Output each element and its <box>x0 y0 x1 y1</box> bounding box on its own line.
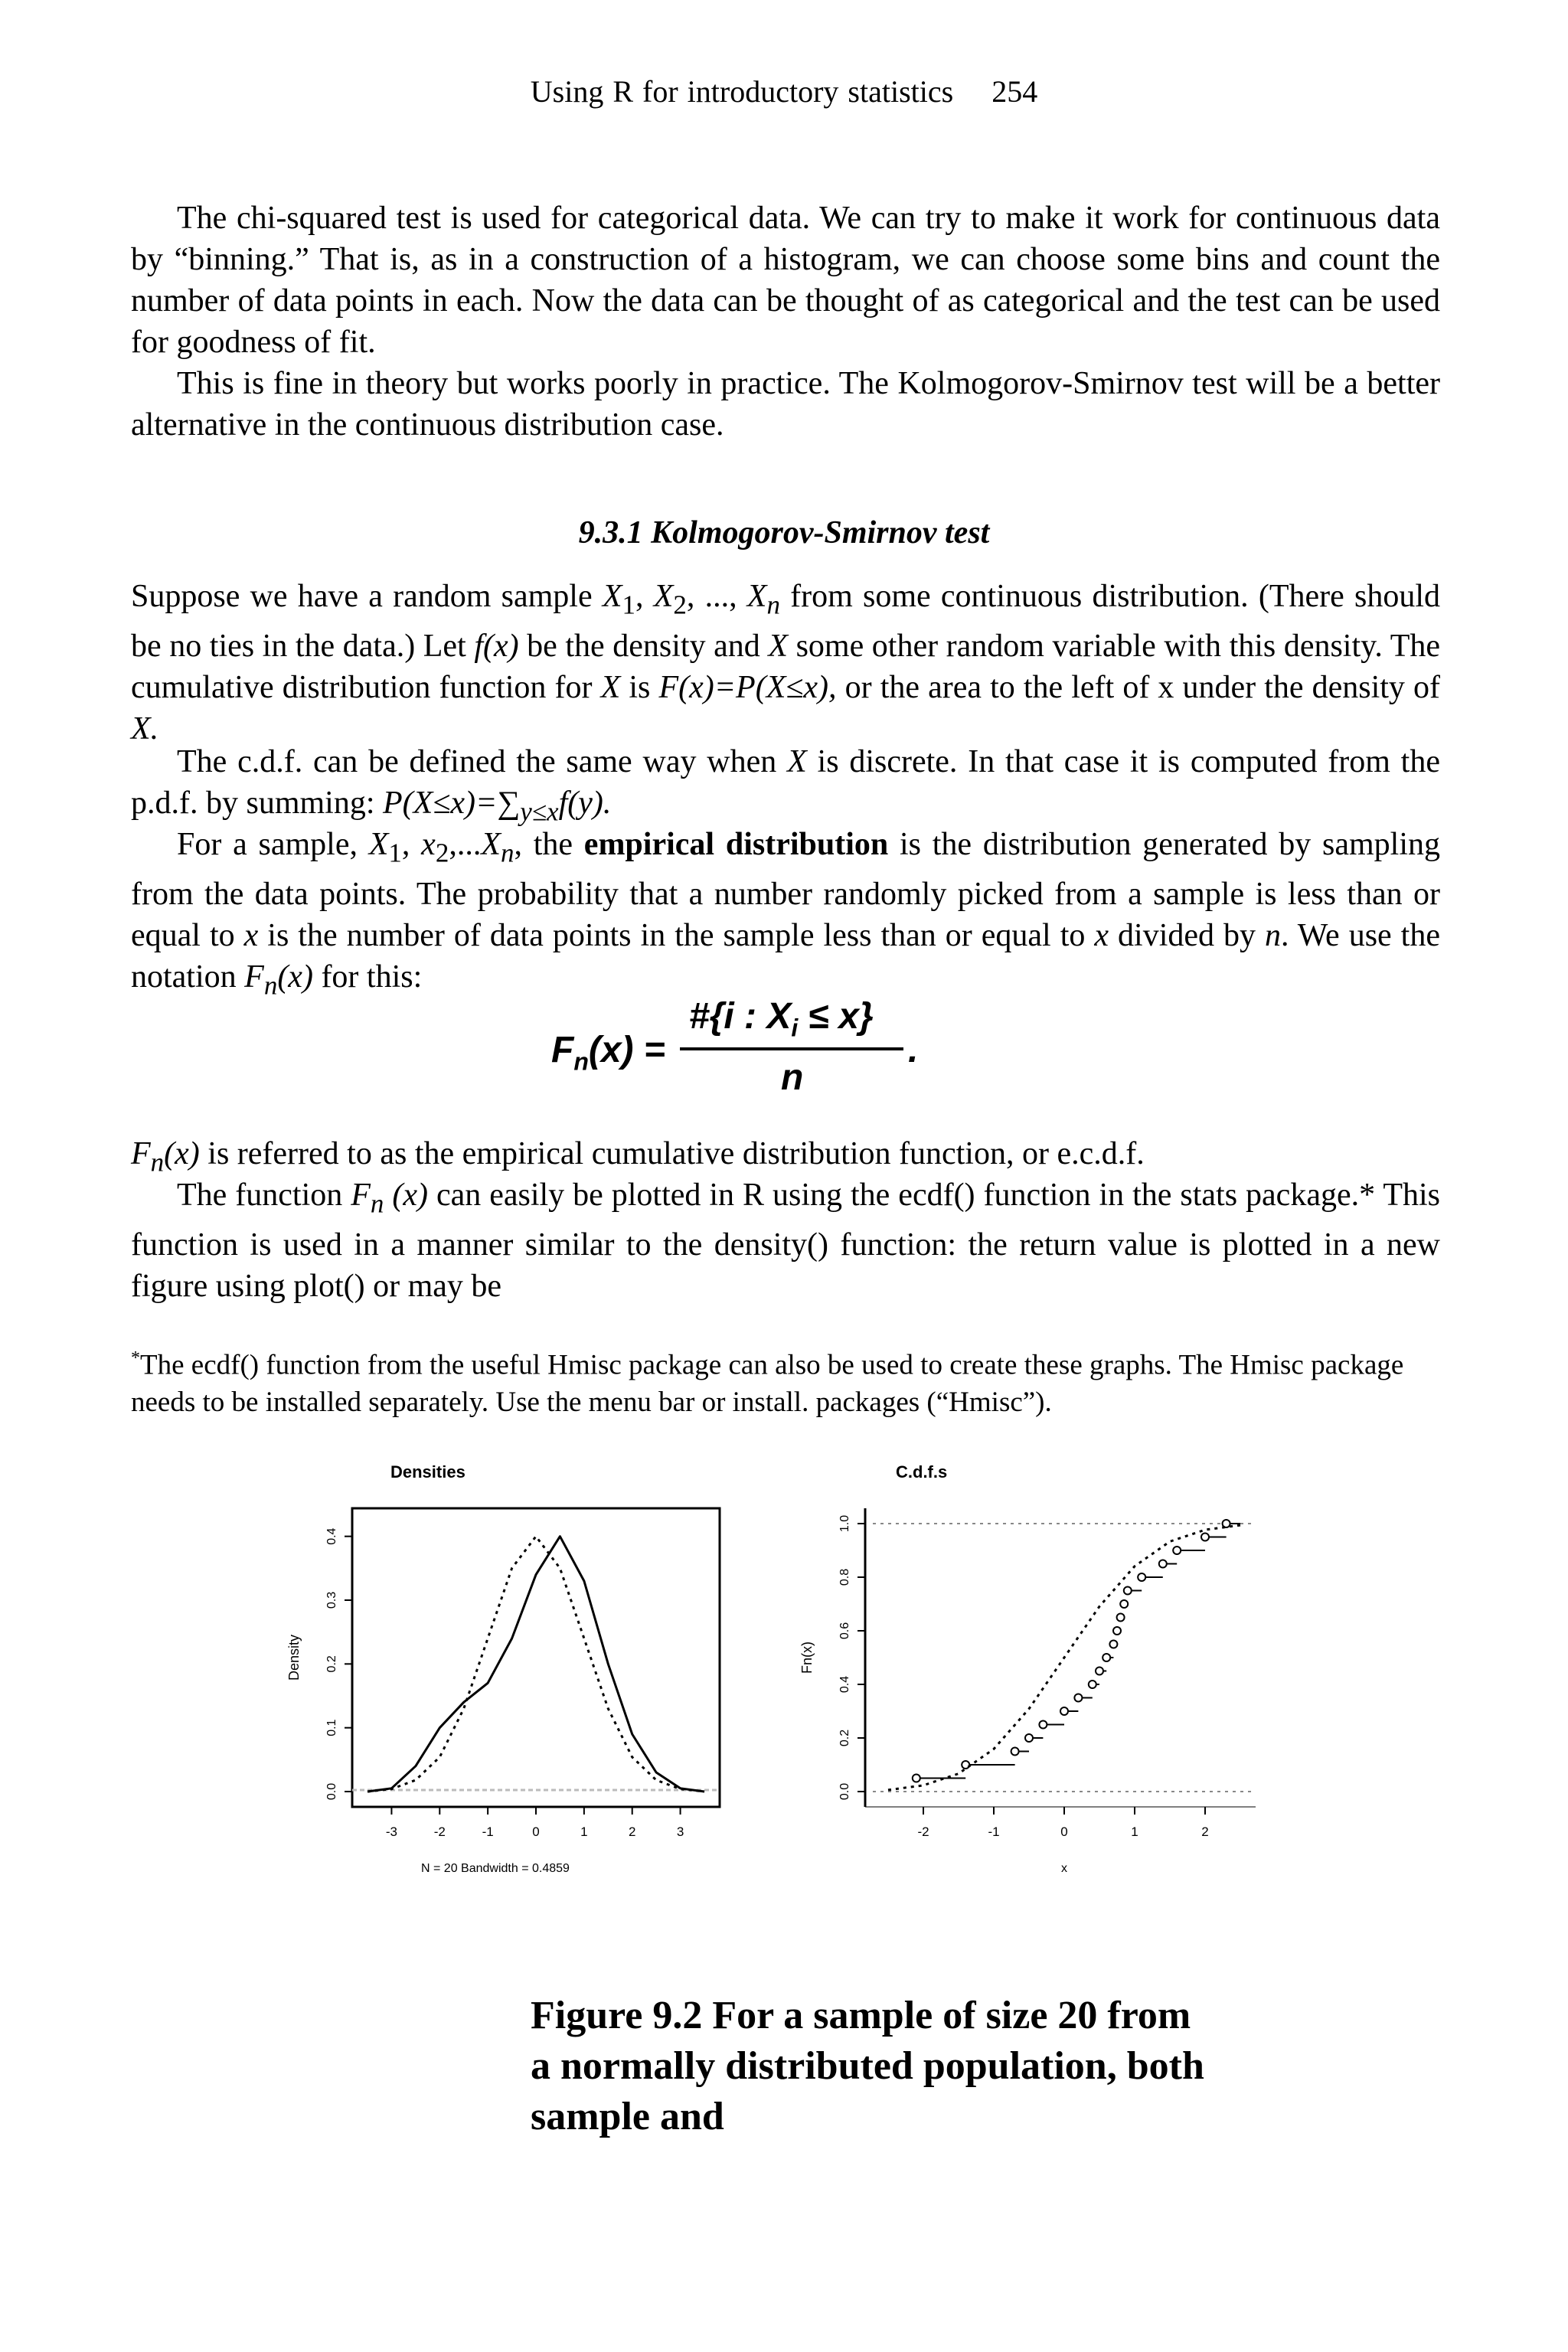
math-sub: 2 <box>673 590 687 620</box>
ecdf-point <box>1089 1681 1096 1688</box>
ecdf-point <box>1113 1627 1121 1635</box>
text-run: The c.d.f. can be defined the same way when <box>177 744 788 779</box>
ecdf-point <box>913 1775 920 1782</box>
figure-9-2 <box>276 1455 1286 1929</box>
x-tick-label: -1 <box>988 1824 1000 1839</box>
math-n: n <box>1265 918 1282 954</box>
ecdf-point <box>1102 1654 1110 1661</box>
x-tick-label: 1 <box>580 1824 588 1839</box>
cdf-title: C.d.f.s <box>896 1462 948 1481</box>
text-run: is discrete. In that case it is computed from the p.d.f. by summing: <box>131 744 1440 821</box>
text-run: some other random variable with this density. The cumulative distribution function for <box>131 629 1441 706</box>
formula-lhs <box>551 1029 665 1076</box>
text-run: For a sample, <box>177 827 369 862</box>
ecdf-point <box>1124 1587 1132 1595</box>
formula-F: F <box>551 1030 574 1070</box>
x-tick-label: 3 <box>676 1824 684 1839</box>
paragraph-ecdf-function <box>131 1174 1440 1307</box>
ecdf-point <box>1096 1668 1103 1675</box>
math-sub: n <box>150 1147 165 1178</box>
math-F: F <box>131 1136 151 1171</box>
formula-num-text: #{i : X <box>689 996 792 1037</box>
x-tick-label: -3 <box>385 1824 397 1839</box>
y-tick-label: 0.4 <box>325 1527 338 1545</box>
x-tick-label: -1 <box>482 1824 494 1839</box>
text-run: , <box>401 827 422 862</box>
ecdf-point <box>1109 1641 1117 1648</box>
y-tick-label: 0.2 <box>325 1655 338 1673</box>
math-sub: 2 <box>435 838 449 868</box>
density-title: Densities <box>390 1462 466 1481</box>
math-Fx: (x) <box>164 1136 200 1171</box>
figure-caption: Figure 9.2 For a sample of size 20 from a normally distributed population, both sample and <box>531 1994 1204 2138</box>
ecdf-point <box>1159 1560 1167 1568</box>
math-X: X <box>768 629 789 665</box>
density-y-ticks <box>325 1527 352 1800</box>
cdf-x-ticks <box>917 1807 1208 1839</box>
text-run: , the <box>514 827 584 862</box>
math-x1: X <box>602 579 622 614</box>
text-run: ,... <box>449 827 482 862</box>
formula-sub: n <box>573 1047 589 1076</box>
x-tick-label: 0 <box>1060 1824 1068 1839</box>
math-X: X <box>600 670 621 706</box>
density-lines <box>368 1537 704 1792</box>
y-tick-label: 0.6 <box>838 1622 851 1640</box>
text-run: , <box>635 579 654 614</box>
math-x1: X <box>368 827 389 862</box>
math-Fx: F(x)=P(X≤x), <box>658 670 837 706</box>
ecdf-point <box>1074 1694 1082 1702</box>
formula-numerator <box>689 995 874 1043</box>
math-sub: n <box>263 970 278 1001</box>
text-run: is the distribution generated by sampling from the data points. The probability that a number randomly picked from a sample is less than or equal to <box>131 827 1440 954</box>
y-tick-label: 0.3 <box>325 1591 338 1609</box>
y-tick-label: 1.0 <box>838 1514 851 1533</box>
paragraph-cdf-discrete <box>131 741 1440 832</box>
ecdf-point <box>1011 1748 1019 1756</box>
dotted-curve <box>888 1525 1240 1790</box>
math-x2: X <box>653 579 674 614</box>
math-x: x <box>243 918 259 954</box>
math-Fx: (x) <box>277 959 313 995</box>
ecdf-point <box>1117 1614 1125 1622</box>
formula-sub: i <box>791 1014 799 1042</box>
ecdf-point <box>1025 1734 1033 1742</box>
text-run: or the area to the left of x under the density of <box>836 670 1441 706</box>
page-number: 254 <box>991 74 1038 109</box>
cdf-lines <box>873 1520 1256 1792</box>
y-tick-label: 0.1 <box>325 1719 338 1736</box>
text-run: , ..., <box>686 579 747 614</box>
math-fx: f(x) <box>474 629 519 665</box>
text-run: The function <box>177 1178 351 1213</box>
text-run: be the density and <box>518 629 769 665</box>
math-xn: X <box>481 827 501 862</box>
math-x2: x <box>421 827 436 862</box>
math-X: X. <box>131 711 159 747</box>
text-run: from some continuous distribution. (There should be no ties in the data.) Let <box>131 579 1440 665</box>
y-tick-label: 0.8 <box>838 1568 851 1586</box>
footnote <box>131 1340 1440 1421</box>
text-run: can easily be plotted in R using the ecdf() function in the stats package.* This function is used in a manner similar to the density() function: the return value is plotted in a new figure using plot() or may be <box>131 1178 1440 1305</box>
ecdf-point <box>962 1761 969 1769</box>
math-xn: X <box>746 579 767 614</box>
header-title: Using R for introductory statistics <box>530 74 954 109</box>
y-tick-label: 0.0 <box>838 1782 851 1801</box>
math-sub: n <box>370 1188 384 1219</box>
cdf-y-label: Fn(x) <box>799 1642 815 1674</box>
text-run: is <box>620 670 659 706</box>
formula-period: . <box>908 1030 919 1070</box>
density-x-ticks <box>386 1807 684 1839</box>
fraction-bar <box>680 1047 903 1050</box>
running-header <box>0 74 1568 109</box>
paragraph-random-sample <box>131 576 1440 750</box>
density-panel <box>286 1462 720 1875</box>
section-heading: 9.3.1 Kolmogorov-Smirnov test <box>578 515 990 550</box>
paragraph-chi-squared: The chi-squared test is used for categorical data. We can try to make it work for continuous data by “binning.” That is, as in a construction of a histogram, we can choose some bins and count the number of data points in each. Now the data can be thought of as categorical and the test can be used for goodness of fit. <box>131 201 1440 360</box>
cdf-y-ticks <box>838 1515 865 1800</box>
math-fy: f(y). <box>558 786 612 821</box>
text-run: is referred to as the empirical cumulative distribution function, or e.c.d.f. <box>199 1136 1145 1171</box>
density-plot-frame <box>352 1508 720 1807</box>
math-sub: n <box>500 838 514 868</box>
ecdf-point <box>1173 1547 1181 1554</box>
y-tick-label: 0.2 <box>838 1729 851 1747</box>
text-run: Suppose we have a random sample <box>131 579 603 614</box>
bold-term: empirical distribution <box>583 827 889 862</box>
x-tick-label: 0 <box>532 1824 540 1839</box>
math-X: X <box>787 744 807 779</box>
formula-num-end: ≤ x} <box>798 996 874 1037</box>
ecdf-point <box>1120 1600 1128 1608</box>
y-tick-label: 0.4 <box>838 1675 851 1694</box>
x-tick-label: -2 <box>917 1824 929 1839</box>
formula-lhs-end: (x) = <box>588 1030 665 1070</box>
math-F: F <box>351 1178 371 1213</box>
math-sub: 1 <box>622 590 635 620</box>
math-sub: 1 <box>388 838 402 868</box>
math-sum: P(X≤x)=∑ <box>383 786 521 821</box>
text-run: for this: <box>312 959 423 995</box>
cdf-x-label: x <box>1061 1862 1067 1875</box>
ecdf-point <box>1039 1721 1047 1729</box>
ecdf-point <box>1060 1707 1068 1715</box>
x-tick-label: 2 <box>1201 1824 1209 1839</box>
density-y-label: Density <box>286 1634 302 1681</box>
ecdf-point <box>1138 1573 1145 1581</box>
formula-denominator: n <box>781 1057 804 1098</box>
x-tick-label: 1 <box>1131 1824 1138 1839</box>
paragraph-theory: This is fine in theory but works poorly in practice. The Kolmogorov-Smirnov test will be a better alternative in the continuous distribution case. <box>131 366 1440 443</box>
x-tick-label: 2 <box>628 1824 636 1839</box>
math-F: F <box>244 959 264 995</box>
ecdf-point <box>1201 1534 1209 1541</box>
x-tick-label: -2 <box>433 1824 446 1839</box>
text-run: . We use the notation <box>131 918 1440 995</box>
footnote-mark: * <box>131 1348 140 1368</box>
density-x-label: N = 20 Bandwidth = 0.4859 <box>421 1862 570 1875</box>
math-x: x <box>1094 918 1109 954</box>
text-run: is the number of data points in the sample less than or equal to <box>258 918 1095 954</box>
solid-curve <box>368 1537 704 1792</box>
y-tick-label: 0.0 <box>325 1782 338 1801</box>
text-run: divided by <box>1109 918 1266 954</box>
cdf-panel <box>799 1462 1256 1875</box>
paragraph-empirical <box>131 824 1440 1007</box>
math-sub: n <box>766 590 780 620</box>
math-Fx: (x) <box>384 1178 428 1213</box>
math-sub: y≤x <box>520 796 559 827</box>
footnote-text: The ecdf() function from the useful Hmisc package can also be used to create these graphs. The Hmisc package needs to be installed separately. Use the menu bar or install. packages (“Hmisc”). <box>131 1349 1404 1419</box>
